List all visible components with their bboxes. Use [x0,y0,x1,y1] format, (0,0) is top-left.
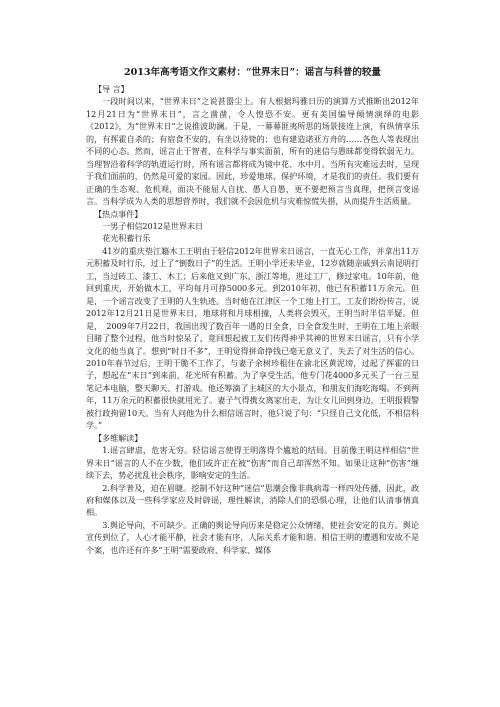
analysis-point-3: 3.舆论导向，不可缺少。正确的舆论导向历来是稳定公众情绪，使社会安定的良方。舆论宣传到位了，人心才能平静，社会才能有序，人际关系才能和谐。相信王明的遭遇和安故不是个案，也许还有许多“王明”需要政府、科学家、媒体 [86,519,419,555]
analysis-point-2: 2.科学普及，迫在眉睫。挖制不好这种“迷信”思潮会像非典病毒一样四处传播，因此，政府和媒体以及一些科学家应及时辟谣，理性解读，消除人们的恐惧心理，让他们认清事情真相。 [86,482,419,518]
analysis-heading: 【多维解读】 [94,432,143,443]
events-subtitle-2: 花光积蓄行乐 [102,233,151,244]
events-subtitle-1: 一男子相信2012是世界末日 [102,220,204,231]
document-title: 2013年高考语文作文素材：“世界末日”：谣言与科普的较量 [124,67,381,78]
lead-heading: 【导 言】 [94,84,129,94]
document-page [86,66,419,556]
events-paragraph: 41岁的重庆垫江籍木工王明由于轻信2012年世界末日谣言，一直无心工作，并拿出11万元积蓄及时行乐，过上了“倒数日子”的生活。王明小学还未毕业，12岁就随亲戚到云南昆明打工，当过砖工、漆工、木工；后来他又到广东、浙江等地，进过工厂，修过家电。10年前，他回到重庆，开始做木工，平均每月可挣5000多元。到2010年初，他已有积蓄11万余元。但是，一个谣言改变了王明的人生轨迹。当时他在江津区一个工地上打工，工友们纷纷传言，说2012年12月21日是世界末日，地球将和月球相撞，人类将会毁灭，王明当时半信半疑。但是， 2009年7月22日，我国出现了数百年一遇的日全食，日全食发生时，王明在工地上亲眼目睹了整个过程，他当时惊呆了，竟回想起被工友们传得神乎其神的世界末日谣言，只有小学文化的他当真了。想到“时日不多”，王明觉得拼命挣钱已毫无意义了，失去了对生活的信心。2010年春节过后，王明干脆不工作了，与妻子余树珍租住在渝北区黄泥塝，过起了挥霍的日子，想起在“末日”到来前，花光所有积蓄。为了享受生活，他专门花4000多元买了一台三星笔记本电脑，整天聊天、打游戏。他还筹滴了主城区的大小景点，和朋友们海吃海喝。不到两年，11万余元的积蓄很快就用光了。妻子气得携女离家出走，为让女儿回到身边，王明报假警被行政拘留10天。当有人问他为什么相信谣言时，他只说了句：“只怪自己文化低，不相信科学。” [86,245,419,431]
analysis-point-1: 1.谣言肆虐，危害无穷。轻信谣言使得王明落得个尴尬的结局。目前像王明这样相信“世界末日”谣言的人不在少数，他们或许正在被“伤害”而自己却浑然不知。如果让这种“伤害”继续下去，势必扰乱社会秩序，影响安定的生活。 [86,445,419,481]
events-heading: 【热点事件】 [94,208,143,219]
lead-paragraph: 一段时间以来，“世界末日”之说甚嚣尘上。有人根据玛雅日历的演算方式推断出2012年12月21日为“世界末日”，言之凿凿，令人惶恐不安。更有美国编导倾情演绎的电影《2012》，为“世界末日”之说推波助澜。于是，一幕幕匪夷所思的场景接连上演，有纵情享乐的，有挥霍自杀的；有宿食不安的，有坐以待毙的；也有建造诺亚方舟的……各色人等表现出不同的心态。然而，谣言止于智者，在科学与事实面前，所有的迷信与愚昧都变得软弱无力。当理智沿着科学的轨道运行时，所有谣言都将成为镜中花、水中月。当所有灾难远去时，呈现于我们面前的，仍然是可爱的家园。因此，珍爱地球，保护环境，才是我们的责任。我们要有正确的生态观、危机观，面决不能屈人自扰、愚人自愚，更不要把预言当真理，把预言变谣言。当科学成为人类的思想营养时，我们就不会因危机与灾难惊慌失措，从而提升生活质量。 [86,96,419,207]
